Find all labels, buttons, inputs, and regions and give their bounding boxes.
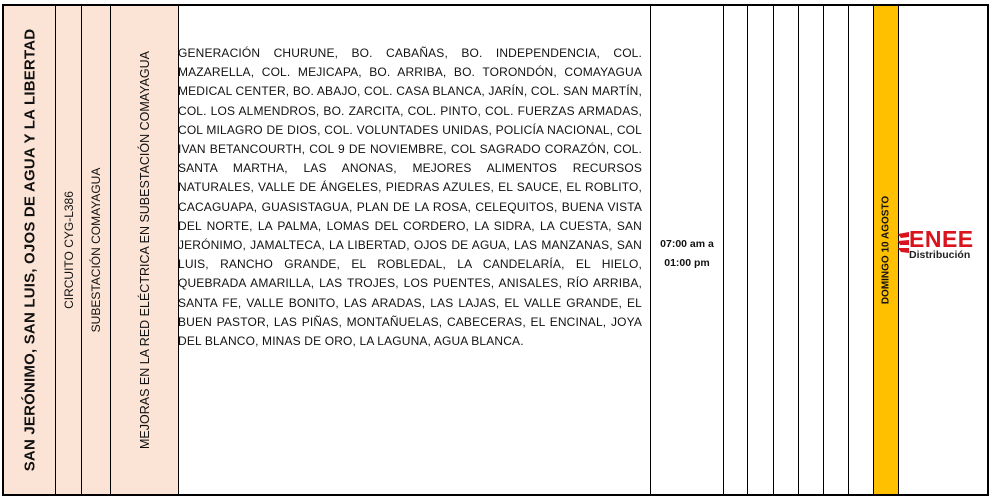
empty-cell [799, 6, 824, 494]
empty-cell [748, 6, 774, 494]
affected-areas-text: GENERACIÓN CHURUNE, BO. CABAÑAS, BO. INDEPENDENCIA, COL. MAZARELLA, COL. MEJICAPA, BO. ARRIBA, BO. TORONDÓN, COMAYAGUA MEDICAL CENTER, BO. ABAJO, COL. CASA BLANCA, JARÍN, COL. SAN MARTÍN, COL. LOS ALMENDROS, BO. ZARCITA, COL. PINTO, COL. FUERZAS ARMADAS, COL MILAGRO DE DIOS, COL. VOLUNTADES UNIDAS, POLICÍA NACIONAL, COL IVAN BETANCOURTH, COL 9 DE NOVIEMBRE, COL SAGRADO CORAZÓN, COL. SANTA MARTHA, LAS ANONAS, MEJORES ALIMENTOS RECURSOS NATURALES, VALLE DE ÁNGELES, PIEDRAS AZULES, EL SAUCE, EL ROBLITO, CACAGUAPA, GUASISTAGUA, PLAN DE LA ROSA, CELEQUITOS, BUENA VISTA DEL NORTE, LA PALMA, LOMAS DEL CORDERO, LA SIDRA, LA CUESTA, SAN JERÓNIMO, JAMALTECA, LA LIBERTAD, OJOS DE AGUA, LAS MANZANAS, SAN LUIS, RANCHO GRANDE, EL ROBLEDAL, LA CANDELARÍA, EL HIELO, QUEBRADA AMARILLA, LAS TROJES, LOS PUENTES, ANISALES, RÍO ARRIBA, SANTA FE, VALLE BONITO, LAS ARADAS, LAS LAJAS, EL VALLE GRANDE, EL BUEN PASTOR, LAS PIÑAS, MONTAÑUELAS, CABECERAS, EL ENCINAL, JOYA DEL BLANCO, MINAS DE ORO, LA LAGUNA, AGUA BLANCA. [178, 46, 642, 349]
date-cell [874, 6, 899, 494]
empty-cell [774, 6, 799, 494]
circuit-label: CIRCUITO CYG-L386 [61, 191, 76, 309]
date-label: DOMINGO 10 AGOSTO [880, 195, 892, 305]
empty-cell [849, 6, 874, 494]
enee-logo [897, 226, 989, 269]
logo-subtitle: Distribución [909, 249, 971, 261]
reason-cell [111, 6, 179, 494]
logo-wordmark: ENEE [909, 226, 974, 252]
substation-cell [82, 6, 111, 494]
area-title-cell [4, 6, 56, 494]
time-end: 01:00 pm [664, 257, 710, 269]
time-range [651, 235, 723, 273]
time-cell [651, 6, 724, 494]
reason-label: MEJORAS EN LA RED ELÉCTRICA EN SUBESTACIÓN COMAYAGUA [137, 51, 152, 449]
empty-cell [724, 6, 748, 494]
circuit-cell [56, 6, 82, 494]
time-start: 07:00 am a [660, 238, 714, 250]
area-title: SAN JERÓNIMO, SAN LUIS, OJOS DE AGUA Y LA LIBERTAD [21, 28, 38, 472]
substation-label: SUBESTACIÓN COMAYAGUA [89, 167, 103, 333]
empty-cell [824, 6, 849, 494]
